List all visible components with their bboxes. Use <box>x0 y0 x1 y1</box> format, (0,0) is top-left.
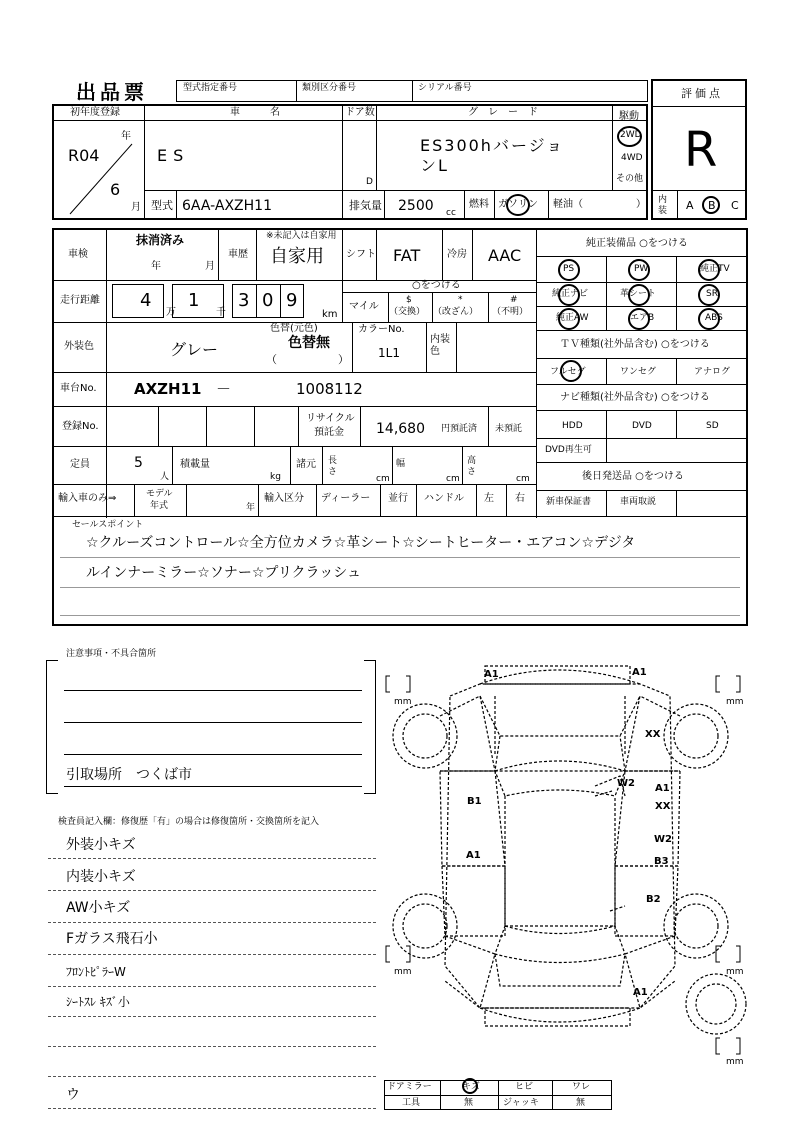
door-mirror-value: キズ <box>462 1082 480 1092</box>
width-label: 幅 <box>396 459 406 469</box>
import-parallel: 並行 <box>388 493 408 504</box>
drive-4wd: 4WD <box>621 153 643 163</box>
later-warranty: 新車保証書 <box>546 497 592 507</box>
exchange-label: （交換） <box>389 307 426 317</box>
reg-no-label: 登録No. <box>62 421 99 432</box>
crack-label: ヒビ <box>515 1082 534 1092</box>
ac-label: 冷房 <box>447 249 467 260</box>
note-line-3: AW小キズ <box>66 900 131 916</box>
navi-title: ナビ種類(社外品含む) ○をつける <box>560 392 710 403</box>
navi-hdd: HDD <box>562 421 583 431</box>
serial-label: シリアル番号 <box>418 83 472 93</box>
shaken-year: 年 <box>151 261 161 272</box>
mileage-digit-3: 3 <box>238 290 250 311</box>
grade-value-1: ES300hバージョ <box>420 136 565 155</box>
mileage-label: 走行距離 <box>60 295 100 306</box>
recycle-unit: 円預託済 <box>441 424 478 434</box>
grade-value-2: ンL <box>420 156 449 175</box>
mm-rear-right: mm <box>726 967 744 977</box>
mileage-digit-1: 4 <box>140 290 152 311</box>
tv-fullseg: フルセグ <box>550 367 586 377</box>
door-mirror-label: ドアミラー <box>387 1082 432 1092</box>
mileage-digit-2: 1 <box>188 290 200 311</box>
load-kg: kg <box>270 472 281 482</box>
drive-2wd-circle <box>617 126 642 147</box>
navi-dvd: DVD <box>632 421 652 431</box>
tools-label: 工具 <box>402 1098 421 1108</box>
interior-b-circle <box>702 196 720 214</box>
first-reg-year: R04 <box>68 146 100 165</box>
ac-value: AAC <box>488 246 522 265</box>
sales-point-line-1: ☆クルーズコントロール☆全方位カメラ☆革シート☆シートヒーター・エアコン☆デジタ <box>86 535 636 551</box>
recolor-paren-close: ） <box>338 353 349 366</box>
history-value: 自家用 <box>270 246 324 267</box>
form-title: 出品票 <box>76 80 148 104</box>
equip-tv-circle <box>698 259 720 281</box>
displacement-value: 2500 <box>398 198 434 214</box>
drive-label: 駆動 <box>619 111 639 122</box>
color-no-value: 1L1 <box>378 346 400 360</box>
fuel-close: ） <box>636 199 646 210</box>
note-line-8: ウ <box>66 1087 80 1103</box>
equip-pw: PW <box>634 264 649 274</box>
damage-a1-right-front-door: A1 <box>655 783 670 794</box>
dvd-playback: DVD再生可 <box>545 445 592 455</box>
tools-value: 無 <box>464 1098 474 1108</box>
note-line-1: 外装小キズ <box>66 837 136 853</box>
mileage-digit-5: 9 <box>286 290 298 311</box>
length-label: 長さ <box>328 456 338 477</box>
mm-front-right: mm <box>726 697 744 707</box>
doors-label: ドア数 <box>345 107 375 118</box>
inspector-label: 検査員記入欄：修復歴「有」の場合は修復箇所・交換箇所を記入 <box>58 817 320 827</box>
equip-navi-circle <box>558 284 580 306</box>
color-label: 外装色 <box>64 341 94 352</box>
damage-a1-rear-bumper: A1 <box>633 987 648 998</box>
mm-rear-left: mm <box>394 967 412 977</box>
equip-airbag: エアB <box>630 313 655 323</box>
tv-oneseg: ワンセグ <box>620 367 657 377</box>
note-line-2: 内装小キズ <box>66 869 136 885</box>
pickup-label: 引取場所 <box>66 767 122 783</box>
interior-label: 内装 <box>658 195 668 216</box>
pickup-value: つくば市 <box>136 767 192 783</box>
recycle-label-2: 預託金 <box>314 427 344 438</box>
equip-navi: 純正ナビ <box>552 289 589 299</box>
equip-ps-circle <box>558 259 580 281</box>
damage-a1-left-rear-door: A1 <box>466 850 481 861</box>
recolor-label: 色替(元色) <box>270 323 318 334</box>
mileage-sen: 千 <box>216 307 226 318</box>
shaken-value: 抹消済み <box>136 233 185 247</box>
model-label: 型式 <box>151 199 173 212</box>
handle-right: 右 <box>515 493 525 504</box>
equip-tv: 純正TV <box>700 264 730 274</box>
equip-ps: PS <box>563 264 575 274</box>
equip-abs-circle <box>698 308 720 330</box>
doors-suffix: D <box>366 177 373 187</box>
capacity-value: 5 <box>134 455 143 471</box>
type-spec-label: 型式指定番号 <box>183 83 238 93</box>
car-name-label: 車名 <box>230 107 310 118</box>
note-line-6: ｼｰﾄｽﾚ ｷｽﾞ小 <box>66 995 130 1009</box>
first-reg-label: 初年度登録 <box>70 107 120 118</box>
fuel-label: 燃料 <box>469 199 489 210</box>
equip-sr: SR <box>706 289 718 299</box>
mileage-digit-4: 0 <box>262 290 274 311</box>
jack-value: 無 <box>576 1098 586 1108</box>
import-label: 輸入車のみ⇒ <box>58 493 117 504</box>
equip-aw-circle <box>558 308 580 330</box>
model-year-label-2: 年式 <box>150 501 169 511</box>
chassis-dash: － <box>216 380 232 398</box>
interior-color-label: 内装色 <box>430 334 450 357</box>
equip-airbag-circle <box>628 308 650 330</box>
tv-analog: アナログ <box>694 367 731 377</box>
handle-label: ハンドル <box>424 493 464 504</box>
height-cm: cm <box>516 474 530 484</box>
equip-leather: 革シート <box>620 289 657 299</box>
sales-point-label: セールスポイント <box>72 520 144 530</box>
damage-b3-right-rear-door: B3 <box>654 856 669 867</box>
import-dealer: ディーラー <box>321 493 371 504</box>
history-note: ※未記入は自家用 <box>266 231 337 241</box>
damage-xx-right-front-door: XX <box>655 801 671 812</box>
star-symbol: * <box>458 295 463 305</box>
car-name-value: ES <box>157 146 190 165</box>
first-reg-month-unit: 月 <box>131 202 141 213</box>
unknown-label: （不明） <box>492 307 529 317</box>
model-year-label-1: モデル <box>146 489 173 499</box>
mileage-km: km <box>322 309 338 320</box>
recycle-unpaid: 未預託 <box>495 424 523 434</box>
fuel-gasoline: ガソリン <box>498 199 538 210</box>
equip-aw: 純正AW <box>556 313 589 323</box>
mileage-man: 万 <box>166 307 176 318</box>
height-label: 高さ <box>467 456 477 477</box>
load-label: 積載量 <box>180 459 210 470</box>
dollar-symbol: $ <box>406 295 412 305</box>
interior-a: A <box>686 199 694 212</box>
recycle-value: 14,680 <box>376 421 425 437</box>
first-reg-month: 6 <box>110 180 121 199</box>
mm-spare: mm <box>726 1057 744 1067</box>
chassis-label: 車台No. <box>60 383 97 394</box>
model-year-unit: 年 <box>246 503 256 513</box>
model-value: 6AA-AXZH11 <box>182 198 272 214</box>
drive-other: その他 <box>616 174 644 184</box>
history-label: 車歴 <box>228 249 248 260</box>
fuel-gasoline-circle <box>506 194 530 216</box>
tv-title: ＴＶ種類(社外品含む) ○をつける <box>560 339 710 350</box>
shift-value: FAT <box>393 246 421 265</box>
damage-b1-left-front-door: B1 <box>467 796 482 807</box>
color-no-label: カラーNo. <box>358 324 405 335</box>
chassis-number: 1008112 <box>296 380 363 398</box>
recolor-value: 色替無 <box>288 335 330 351</box>
first-reg-year-unit: 年 <box>121 131 131 142</box>
drive-2wd: 2WD <box>620 130 642 140</box>
note-line-5: ﾌﾛﾝﾄﾋﾟﾗｰW <box>66 965 126 979</box>
jack-label: ジャッキ <box>503 1098 539 1108</box>
mileage-box-1 <box>112 284 164 318</box>
mm-front-left: mm <box>394 697 412 707</box>
chassis-model: AXZH11 <box>134 380 202 398</box>
handle-left: 左 <box>484 493 494 504</box>
recolor-paren-open: （ <box>266 353 277 366</box>
damage-xx-pillar: XX <box>645 729 661 740</box>
mileage-circle-note: ○をつける <box>412 280 461 291</box>
notes-label: 注意事項・不具合箇所 <box>66 649 157 659</box>
navi-sd: SD <box>706 421 719 431</box>
equip-sr-circle <box>698 284 720 306</box>
later-manual: 車両取説 <box>620 497 657 507</box>
grade-label: グレード <box>468 107 548 118</box>
recycle-label-1: リサイクル <box>306 413 355 424</box>
import-type-label: 輸入区分 <box>264 493 304 504</box>
door-mirror-circle <box>462 1078 478 1094</box>
rating-value: R <box>684 122 718 178</box>
interior-b: B <box>708 199 716 212</box>
shaken-label: 車検 <box>68 249 88 260</box>
interior-c: C <box>731 199 739 212</box>
rating-label: 評価点 <box>681 87 723 100</box>
capacity-label: 定員 <box>70 459 90 470</box>
later-title: 後日発送品 ○をつける <box>582 471 684 482</box>
displacement-unit: cc <box>446 208 456 218</box>
damage-a1-front-right: A1 <box>632 667 647 678</box>
color-value: グレー <box>170 340 219 359</box>
capacity-unit: 人 <box>160 472 170 482</box>
hash-symbol: # <box>510 295 518 305</box>
car-damage-diagram <box>380 636 750 1076</box>
shift-label: シフト <box>346 249 376 260</box>
equip-leather-circle <box>628 284 650 306</box>
damage-w2-right-rear: W2 <box>654 834 672 845</box>
altered-label: （改ざん） <box>433 307 479 317</box>
length-cm: cm <box>376 474 390 484</box>
mile-label: マイル <box>349 301 379 312</box>
equip-pw-circle <box>628 259 650 281</box>
damage-a1-front-left: A1 <box>484 669 499 680</box>
damage-b2-rear-fender: B2 <box>646 894 661 905</box>
dims-label: 諸元 <box>296 459 316 470</box>
category-label: 類別区分番号 <box>302 83 357 93</box>
note-line-4: Fガラス飛石小 <box>66 931 158 947</box>
equipment-title: 純正装備品 ○をつける <box>586 238 688 249</box>
sales-point-line-2: ルインナーミラー☆ソナー☆プリクラッシュ <box>86 565 362 581</box>
damage-w2-mirror: W2 <box>617 778 635 789</box>
fuel-diesel: 軽油（ <box>553 199 583 210</box>
displacement-label: 排気量 <box>349 199 382 212</box>
equip-abs: ABS <box>705 313 723 323</box>
break-label: ワレ <box>572 1082 591 1092</box>
first-reg-slash <box>62 140 138 218</box>
shaken-month: 月 <box>205 261 215 272</box>
width-cm: cm <box>446 474 460 484</box>
tv-fullseg-circle <box>560 360 582 382</box>
